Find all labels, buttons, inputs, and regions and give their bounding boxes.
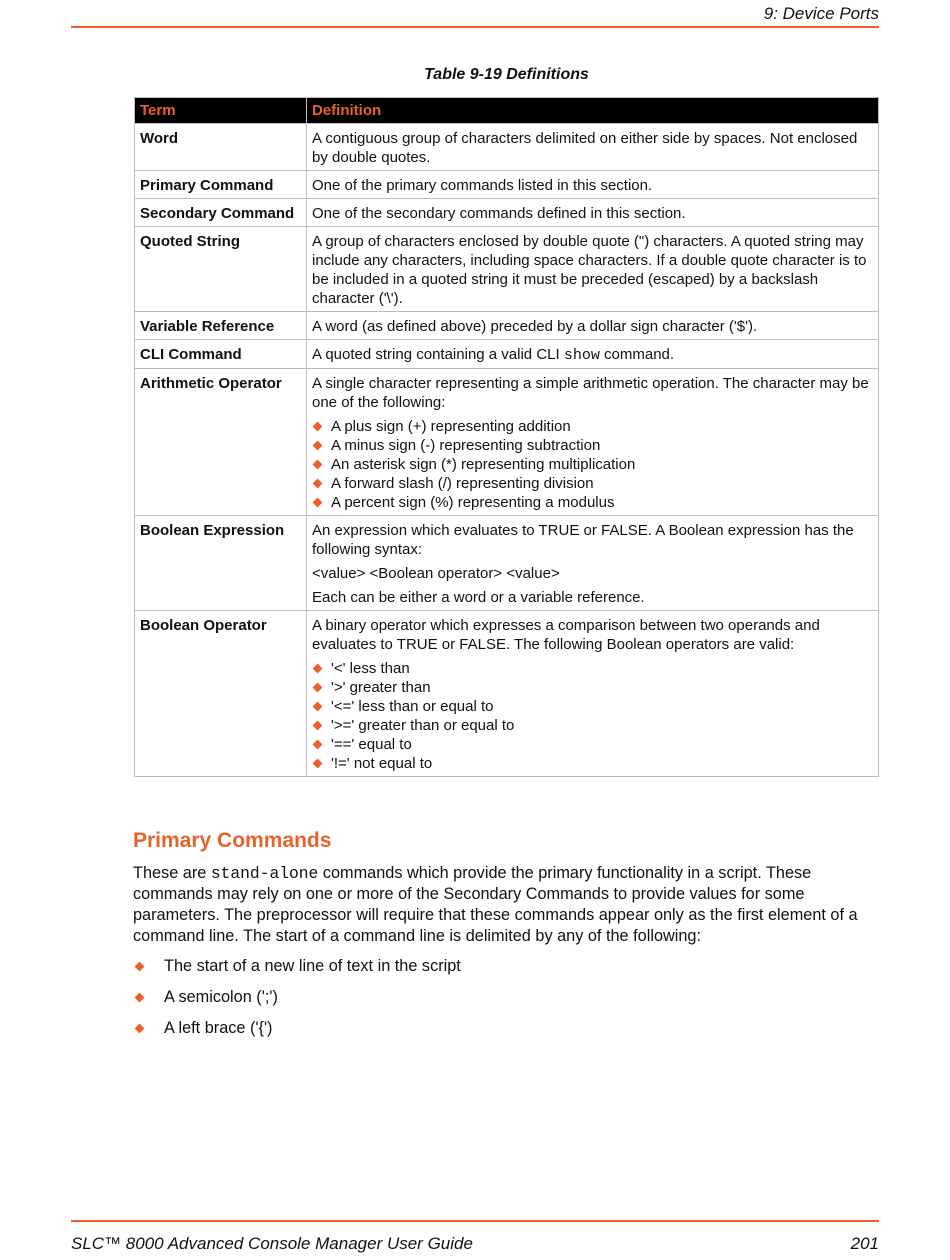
operator-list bbox=[312, 659, 873, 773]
intro-text-start: These are bbox=[133, 864, 211, 882]
definition-cell bbox=[307, 611, 879, 777]
list-item-text: '==' equal to bbox=[331, 736, 412, 753]
definition-text-start: A quoted string containing a valid CLI bbox=[312, 346, 564, 363]
list-item-text: A forward slash (/) representing division bbox=[331, 475, 594, 492]
definition-text: An expression which evaluates to TRUE or FALSE. A Boolean expression has the following syntax: bbox=[312, 522, 854, 558]
list-item bbox=[133, 1018, 461, 1049]
table-row bbox=[135, 340, 879, 369]
definition-text: One of the secondary commands defined in this section. bbox=[312, 205, 686, 222]
term-cell: Boolean Operator bbox=[135, 611, 307, 777]
definition-text: A binary operator which expresses a comparison between two operands and evaluates to TRUE or FALSE. The following Boolean operators are valid: bbox=[312, 617, 820, 653]
definition-cell bbox=[307, 227, 879, 312]
list-item-text: '>=' greater than or equal to bbox=[331, 717, 515, 734]
diamond-bullet-icon bbox=[313, 740, 323, 750]
column-header-term: Term bbox=[135, 98, 307, 124]
list-item bbox=[312, 436, 873, 455]
term-cell: Quoted String bbox=[135, 227, 307, 312]
diamond-bullet-icon bbox=[313, 498, 323, 508]
diamond-bullet-icon bbox=[313, 702, 323, 712]
definition-cell bbox=[307, 199, 879, 227]
list-item-text: A plus sign (+) representing addition bbox=[331, 418, 571, 435]
table-header-row bbox=[135, 98, 879, 124]
definition-cell bbox=[307, 369, 879, 516]
definition-cell bbox=[307, 171, 879, 199]
list-item-text: '!=' not equal to bbox=[331, 755, 433, 772]
table-row bbox=[135, 369, 879, 516]
term-cell: Arithmetic Operator bbox=[135, 369, 307, 516]
term-cell: Word bbox=[135, 124, 307, 171]
term-cell: Boolean Expression bbox=[135, 516, 307, 611]
definition-text: A contiguous group of characters delimited on either side by spaces. Not enclosed by double quotes. bbox=[312, 130, 858, 166]
list-item bbox=[312, 455, 873, 474]
list-item-text: A semicolon (';') bbox=[164, 988, 278, 1006]
list-item bbox=[312, 493, 873, 512]
operator-list bbox=[312, 417, 873, 512]
list-item-text: A percent sign (%) representing a modulus bbox=[331, 494, 615, 511]
list-item bbox=[133, 987, 461, 1018]
list-item-text: A minus sign (-) representing subtraction bbox=[331, 437, 601, 454]
list-item-text: '<=' less than or equal to bbox=[331, 698, 494, 715]
diamond-bullet-icon bbox=[313, 683, 323, 693]
page-footer bbox=[71, 1220, 879, 1253]
page-number: 201 bbox=[850, 1234, 879, 1253]
note-text: Each can be either a word or a variable reference. bbox=[312, 589, 645, 606]
list-item bbox=[312, 735, 873, 754]
chapter-title: 9: Device Ports bbox=[763, 4, 879, 23]
diamond-bullet-icon bbox=[313, 721, 323, 731]
list-item-text: The start of a new line of text in the script bbox=[164, 957, 461, 975]
table-row bbox=[135, 516, 879, 611]
table-row bbox=[135, 199, 879, 227]
section-intro bbox=[133, 863, 883, 947]
table-row bbox=[135, 312, 879, 340]
definition-text: A single character representing a simple arithmetic operation. The character may be one of the following: bbox=[312, 375, 869, 411]
list-item bbox=[312, 417, 873, 436]
diamond-bullet-icon bbox=[313, 441, 323, 451]
diamond-bullet-icon bbox=[135, 1024, 145, 1034]
page-header bbox=[71, 0, 879, 28]
definition-text: A group of characters enclosed by double quote (") characters. A quoted string may include any characters, including space characters. If a double quote character is to be included in a quoted string it must be preceded (escaped) by a backslash character ('\'). bbox=[312, 233, 867, 307]
code-term: stand-alone bbox=[210, 864, 319, 883]
term-cell: Secondary Command bbox=[135, 199, 307, 227]
list-item-text: An asterisk sign (*) representing multiplication bbox=[331, 456, 636, 473]
table-row bbox=[135, 611, 879, 777]
syntax-text: <value> <Boolean operator> <value> bbox=[312, 565, 560, 582]
list-item bbox=[133, 956, 461, 987]
list-item-text: A left brace ('{') bbox=[164, 1019, 273, 1037]
diamond-bullet-icon bbox=[135, 993, 145, 1003]
diamond-bullet-icon bbox=[313, 664, 323, 674]
definition-cell bbox=[307, 340, 879, 369]
diamond-bullet-icon bbox=[313, 460, 323, 470]
definition-cell bbox=[307, 312, 879, 340]
list-item bbox=[312, 716, 873, 735]
table-row bbox=[135, 171, 879, 199]
term-cell: Variable Reference bbox=[135, 312, 307, 340]
table-row bbox=[135, 124, 879, 171]
section-heading: Primary Commands bbox=[133, 829, 332, 852]
term-cell: Primary Command bbox=[135, 171, 307, 199]
list-item bbox=[312, 697, 873, 716]
definition-cell bbox=[307, 124, 879, 171]
list-item-text: '>' greater than bbox=[331, 679, 431, 696]
list-item bbox=[312, 754, 873, 773]
diamond-bullet-icon bbox=[135, 962, 145, 972]
table-caption: Table 9-19 Definitions bbox=[424, 66, 589, 83]
code-term: show bbox=[563, 347, 600, 364]
definition-text: A word (as defined above) preceded by a dollar sign character ('$'). bbox=[312, 318, 758, 335]
document-title: SLC™ 8000 Advanced Console Manager User Guide bbox=[71, 1234, 473, 1253]
list-item-text: '<' less than bbox=[331, 660, 410, 677]
term-cell: CLI Command bbox=[135, 340, 307, 369]
intro-text-end: commands which provide the primary functionality in a script. These commands may rely on one or more of the Secondary Commands to provide values for some parameters. The preprocessor will require that these commands appear only as the first element of a command line. The start of a command line is delimited by any of the following: bbox=[133, 864, 858, 945]
column-header-definition: Definition bbox=[307, 98, 879, 124]
list-item bbox=[312, 678, 873, 697]
definitions-table bbox=[134, 97, 879, 777]
definition-cell bbox=[307, 516, 879, 611]
definition-text bbox=[312, 345, 873, 365]
definition-text-end: command. bbox=[599, 346, 675, 363]
diamond-bullet-icon bbox=[313, 422, 323, 432]
list-item bbox=[312, 474, 873, 493]
diamond-bullet-icon bbox=[313, 759, 323, 769]
diamond-bullet-icon bbox=[313, 479, 323, 489]
definition-text: One of the primary commands listed in this section. bbox=[312, 177, 653, 194]
delimiter-list bbox=[133, 956, 461, 1049]
table-row bbox=[135, 227, 879, 312]
list-item bbox=[312, 659, 873, 678]
